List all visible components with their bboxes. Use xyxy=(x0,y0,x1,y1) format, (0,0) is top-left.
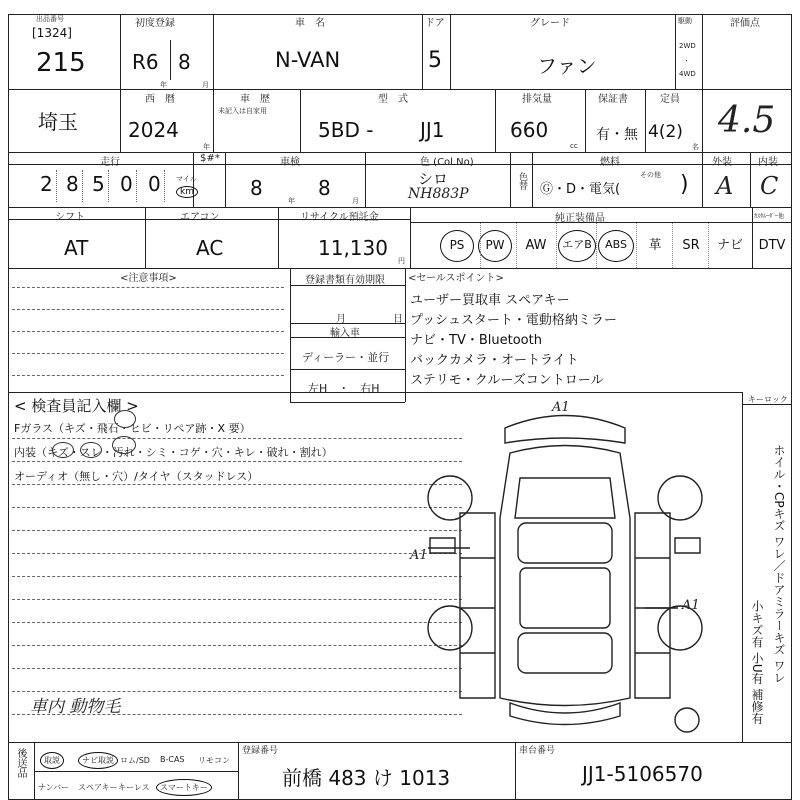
color-label: 色 (Col.No) xyxy=(420,157,474,168)
shift: AT xyxy=(64,236,89,260)
equip-leather: 革 xyxy=(648,238,662,253)
shaken-month: 8 xyxy=(318,176,331,200)
year-mark: 年 xyxy=(160,81,167,89)
mileage-digit: 2 xyxy=(40,172,53,196)
reg-doc-label: 登録書類有効期限 xyxy=(305,275,385,286)
shaken-label: 車検 xyxy=(280,157,300,168)
chassis: JJ1-5106570 xyxy=(582,762,703,786)
damage-mark-right: A1 xyxy=(682,598,700,613)
interior-label: 内装 xyxy=(758,157,778,168)
capacity-label: 定員 xyxy=(660,94,680,105)
handwritten-circle xyxy=(114,410,136,428)
keylock-label: キーロック xyxy=(748,395,788,404)
first-reg-era-year: R6 xyxy=(132,50,159,74)
fuel-close: ) xyxy=(680,172,689,197)
reg-doc-month: 月 xyxy=(336,314,346,325)
lot-label: 出品番号 xyxy=(36,15,64,23)
equip-tv: DTV xyxy=(758,238,786,253)
grade-label: グレード xyxy=(530,18,570,29)
sales-point: ユーザー買取車 スペアキー xyxy=(410,293,570,308)
shaken-year: 8 xyxy=(250,176,263,200)
handwritten-circle xyxy=(80,442,102,458)
recycle: 11,130 xyxy=(318,236,388,260)
region: 埼玉 xyxy=(38,110,78,134)
attach-keyless: キーレス xyxy=(118,783,150,792)
color-change: 色替 xyxy=(517,172,527,190)
equip-ps: PS xyxy=(440,230,474,262)
warranty-label: 保証書 xyxy=(598,94,628,105)
attach-remote: リモコン xyxy=(198,756,230,765)
exterior: A xyxy=(716,172,734,200)
sales-point: プッシュスタート・電動格納ミラー xyxy=(410,313,617,328)
mileage-digits xyxy=(30,172,180,202)
inspection-line: オーディオ（無し・穴）/タイヤ（スタッドレス） xyxy=(14,470,259,483)
model-type-label: 型 式 xyxy=(378,94,408,105)
equipment-label: 純正装備品 xyxy=(555,213,605,224)
model-year-unit: 年 xyxy=(203,143,210,151)
attach-bcas: B-CAS xyxy=(160,755,185,764)
damage-mark-front: A1 xyxy=(552,400,570,415)
capacity-unit: 名 xyxy=(692,143,699,151)
capacity: 4(2) xyxy=(648,122,683,142)
handwritten-note: 車内 動物毛 xyxy=(30,697,121,717)
model-year-label: 西 暦 xyxy=(145,94,175,105)
sales-label: <セールスポイント> xyxy=(408,273,504,284)
sales-point: ステリモ・クルーズコントロール xyxy=(410,373,604,388)
score: 4.5 xyxy=(718,100,776,141)
mileage-digit: 0 xyxy=(120,172,133,196)
recycle-label: リサイクル預託金 xyxy=(300,212,379,223)
doors: 5 xyxy=(428,48,442,73)
drive-2wd: 2WD xyxy=(679,42,696,50)
inspection-line: 内装（キズ・スレ・汚れ・シミ・コゲ・穴・キレ・破れ・割れ） xyxy=(14,446,333,459)
mileage-unit-mile: マイル xyxy=(176,175,197,183)
plate: 前橋 483 け 1013 xyxy=(282,766,451,790)
attach-navi-manual: ナビ取説 xyxy=(78,752,118,769)
drive-4wd: 4WD xyxy=(679,70,696,78)
inspection-note: 未記入は自家用 xyxy=(218,107,267,115)
inspection-line: Fガラス（キズ・飛石・ヒビ・リペア跡・X 要） xyxy=(14,422,251,435)
tv-label: ｶｽﾀﾑｰﾀﾞｰ他 xyxy=(754,213,785,220)
import-type: ディーラー・並行 xyxy=(302,351,390,364)
equip-aw: AW xyxy=(525,238,547,253)
side-note: ホイル・CPキズ ワレ／ドアミラーキズ ワレ xyxy=(772,444,786,684)
handwritten-circle xyxy=(112,436,136,454)
mileage-digit: 8 xyxy=(66,172,79,196)
shaken-month-unit: 月 xyxy=(352,197,359,205)
plate-label: 登録番号 xyxy=(242,746,279,756)
equip-abs: ABS xyxy=(598,230,634,262)
inspection-label: 車 歴 xyxy=(240,94,270,105)
inspection-title: < 検査員記入欄 > xyxy=(14,397,139,415)
exterior-label: 外装 xyxy=(712,157,732,168)
sales-point: バックカメラ・オートライト xyxy=(410,353,579,368)
attach-plate: ナンバー xyxy=(38,783,70,792)
lot-bracket: [1324] xyxy=(32,26,72,40)
equip-sr: SR xyxy=(682,238,700,253)
equip-airbag: エアB xyxy=(558,230,596,262)
car-diagram xyxy=(400,398,730,738)
reg-doc-day: 日 xyxy=(393,314,403,325)
side-note: 小キズ有 小U有 補修有 xyxy=(750,600,764,725)
attach-smart-key: スマートキー xyxy=(156,779,212,796)
shift-label: シフト xyxy=(55,212,85,223)
damage-mark-left: A1 xyxy=(410,548,428,563)
car-name-label: 車 名 xyxy=(295,18,325,29)
mileage-digit: 0 xyxy=(148,172,161,196)
drive-label: 駆動 xyxy=(678,17,692,25)
first-reg-label: 初度登録 xyxy=(135,18,175,29)
mileage-unit-km: km xyxy=(176,186,198,198)
caution-label: <注意事項> xyxy=(120,273,177,284)
first-reg-month: 8 xyxy=(178,50,191,74)
equip-navi: ナビ xyxy=(716,238,743,253)
handwritten-circle xyxy=(52,442,74,458)
displacement: 660 xyxy=(510,118,549,142)
attach-rom-sd: ロム/SD xyxy=(120,756,150,765)
attach-label: 後送品 xyxy=(15,748,26,778)
lot-number: 215 xyxy=(36,48,86,78)
drive-dot: ・ xyxy=(683,57,690,65)
equip-pw: PW xyxy=(478,230,512,262)
model-code: JJ1 xyxy=(420,118,445,142)
aircon-label: エアコン xyxy=(180,212,220,223)
fuel-other: その他 xyxy=(640,171,661,179)
score-label: 評価点 xyxy=(730,18,760,29)
displacement-label: 排気量 xyxy=(522,94,552,105)
color-code: NH883P xyxy=(408,186,469,202)
sales-point: ナビ・TV・Bluetooth xyxy=(410,333,542,348)
door-label: ドア xyxy=(425,18,445,29)
mileage-digit: 5 xyxy=(92,172,105,196)
month-mark: 月 xyxy=(202,81,209,89)
import-label: 輸入車 xyxy=(330,328,360,339)
prev-label: $#* xyxy=(200,153,220,164)
chassis-label: 車台番号 xyxy=(519,746,556,756)
mileage-label: 走行 xyxy=(100,157,120,168)
displacement-unit: cc xyxy=(570,142,578,150)
aircon: AC xyxy=(196,236,224,260)
fuel-label: 燃料 xyxy=(600,157,620,168)
warranty: 有・無 xyxy=(596,127,638,143)
handle-side: 左H ・ 右H xyxy=(308,382,380,395)
car-name: N-VAN xyxy=(275,48,341,72)
attach-manual: 取説 xyxy=(40,752,64,769)
fuel: Ⓖ・D・電気( xyxy=(540,182,621,197)
grade: ファン xyxy=(537,54,597,78)
shaken-year-unit: 年 xyxy=(288,197,295,205)
recycle-unit: 円 xyxy=(398,257,405,265)
model-year: 2024 xyxy=(128,118,179,142)
color: シロ xyxy=(418,170,449,188)
interior: C xyxy=(760,172,779,200)
model-prefix: 5BD - xyxy=(318,118,374,142)
attach-spare-key: スペアキー xyxy=(78,783,118,792)
